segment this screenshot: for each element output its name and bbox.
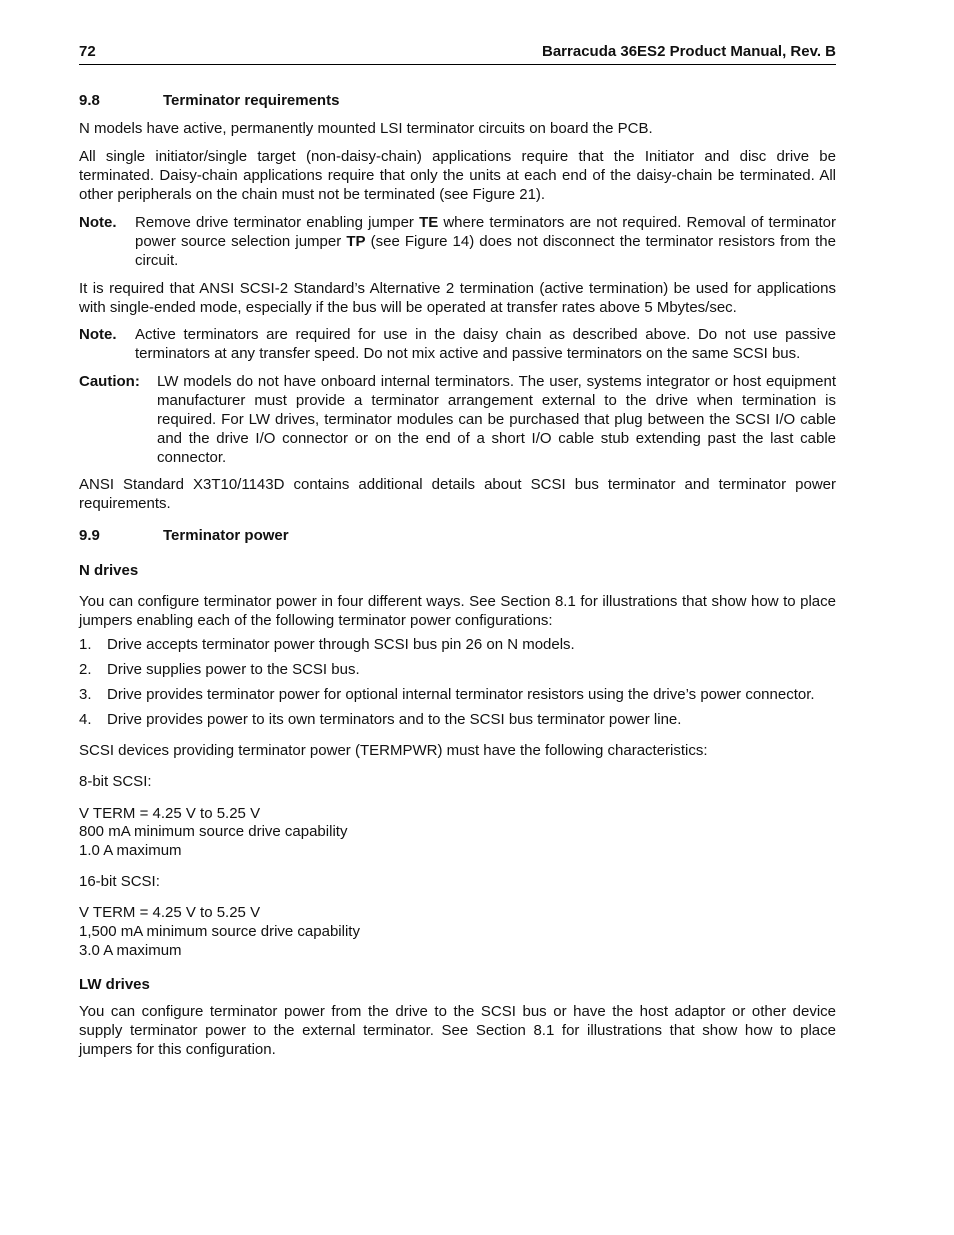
paragraph: N models have active, permanently mounted LSI terminator circuits on board the PCB. [79, 120, 653, 137]
note-text: Active terminators are required for use in the daisy chain as described above. Do not use passive terminators at any transfer speed. Do not mix active and passive terminators on the same SCSI bus. [135, 326, 836, 362]
spec-line: 1.0 A maximum [79, 842, 182, 859]
list-item: 3. Drive provides terminator power for optional internal terminator resistors using the drive’s power connector. [79, 686, 815, 703]
page-number: 72 [79, 43, 96, 60]
paragraph: ANSI Standard X3T10/1143D contains additional details about SCSI bus terminator and terminator power requirements. [79, 476, 836, 512]
note-block [79, 213, 836, 270]
list-item: 1. Drive accepts terminator power through SCSI bus pin 26 on N models. [79, 636, 575, 653]
note-label: Note. [79, 326, 117, 343]
section-title: Terminator requirements [163, 92, 340, 109]
paragraph: SCSI devices providing terminator power (TERMPWR) must have the following characteristics: [79, 742, 708, 759]
spec-label-8bit: 8-bit SCSI: [79, 773, 152, 790]
subheading-n-drives: N drives [79, 562, 139, 579]
spec-line: 1,500 mA minimum source drive capability [79, 923, 360, 940]
note-block [79, 325, 836, 363]
list-item: 2. Drive supplies power to the SCSI bus. [79, 661, 360, 678]
jumper-te: TE [419, 214, 439, 231]
subheading-lw-drives: LW drives [79, 976, 150, 993]
caution-text: LW models do not have onboard internal terminators. The user, systems integrator or host equipment manufacturer must provide a terminator arrangement external to the drive when termination is required. For LW drives, terminator modules can be purchased that plug between the SCSI I/O cable and the drive I/O connector or on the end of a short I/O cable stub extending past the last cable connector. [157, 373, 836, 466]
caution-label: Caution: [79, 373, 140, 390]
spec-line: 800 mA minimum source drive capability [79, 823, 348, 840]
section-heading-9-8 [79, 91, 836, 110]
spec-line: V TERM = 4.25 V to 5.25 V [79, 805, 261, 822]
section-number: 9.9 [79, 527, 100, 544]
note-label: Note. [79, 214, 117, 231]
spec-line: 3.0 A maximum [79, 942, 182, 959]
list-item: 4. Drive provides power to its own terminators and to the SCSI bus terminator power line. [79, 711, 682, 728]
paragraph: You can configure terminator power in four different ways. See Section 8.1 for illustrations that show how to place jumpers enabling each of the following terminator power configurations: [79, 593, 836, 629]
note-text: Remove drive terminator enabling jumper TE where terminators are not required. Removal of terminator power source selection jumper TP (see Figure 14) does not disconnect the terminator resistors from the circuit. [135, 214, 837, 269]
section-title: Terminator power [163, 527, 289, 544]
spec-label-16bit: 16-bit SCSI: [79, 873, 160, 890]
spec-line: V TERM = 4.25 V to 5.25 V [79, 904, 261, 921]
jumper-tp: TP [346, 233, 366, 250]
paragraph: All single initiator/single target (non-daisy-chain) applications require that the Initiator and disc drive be terminated. Daisy-chain applications require that only the units at each end of the daisy-chain be terminated. All other peripherals on the chain must not be terminated (see Figure 21). [79, 148, 836, 203]
manual-title: Barracuda 36ES2 Product Manual, Rev. B [542, 43, 836, 60]
section-number: 9.8 [79, 92, 100, 109]
paragraph: You can configure terminator power from the drive to the SCSI bus or have the host adaptor or other device supply terminator power to the external terminator. See Section 8.1 for illustrations that show how to place jumpers for this configuration. [79, 1003, 836, 1058]
caution-block [79, 372, 836, 467]
section-heading-9-9 [79, 526, 836, 545]
page-header [79, 42, 836, 65]
paragraph: It is required that ANSI SCSI-2 Standard’s Alternative 2 termination (active termination) be used for applications with single-ended mode, especially if the bus will be operated at transfer rates above 5 Mbytes/sec. [79, 280, 836, 316]
